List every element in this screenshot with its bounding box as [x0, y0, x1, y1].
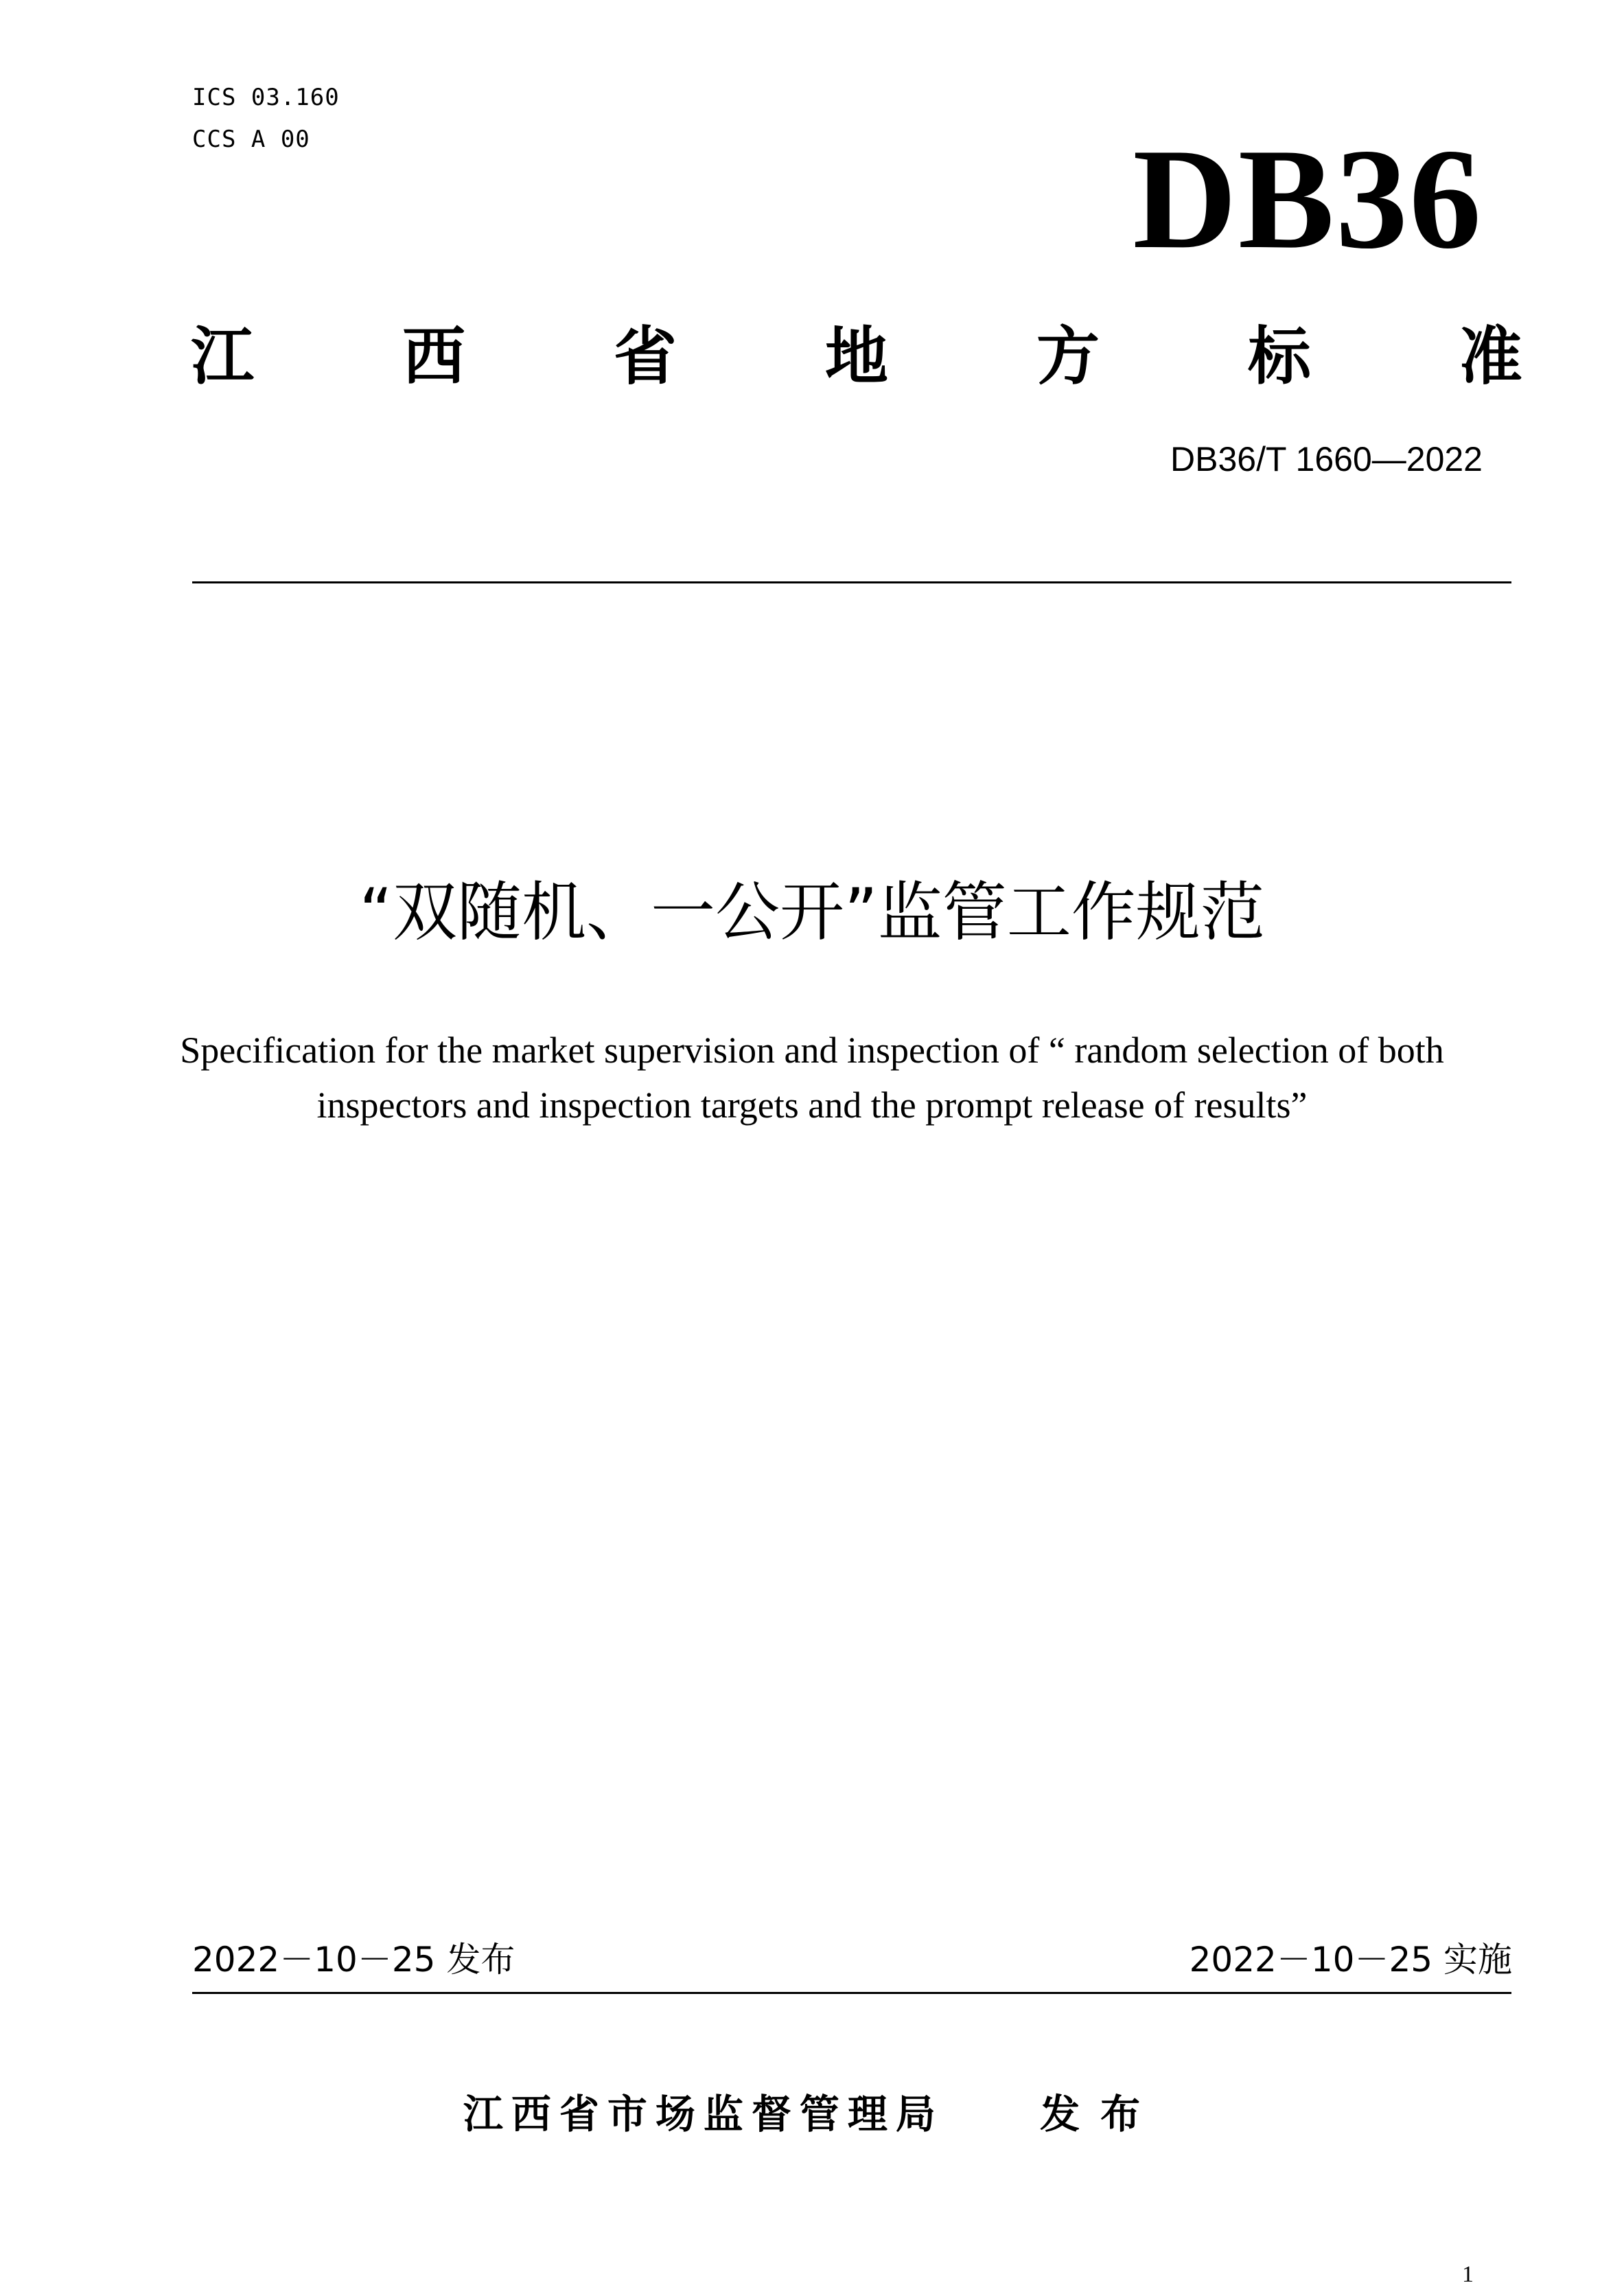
standard-type-heading	[191, 316, 1522, 398]
footer-divider	[192, 1992, 1511, 1994]
publisher-line	[0, 2090, 1624, 2138]
standard-type-char: 西	[402, 320, 465, 393]
title-en-line: Specification for the market supervision and inspection of “ random selection of both	[180, 1030, 1444, 1071]
ccs-code: CCS A 00	[192, 126, 310, 153]
header-divider	[192, 581, 1511, 583]
release-date: 2022－10－25 发布	[192, 1940, 515, 1980]
publisher-name: 江西省市场监督管理局	[463, 2091, 944, 2137]
page-number: 1	[1462, 2262, 1474, 2287]
implementation-date: 2022－10－25 实施	[1189, 1940, 1512, 1980]
title-en-line: inspectors and inspection targets and the prompt release of results”	[316, 1085, 1308, 1126]
standard-type-char: 省	[613, 320, 677, 393]
standard-type-char: 方	[1036, 320, 1100, 393]
standard-type-char: 标	[1247, 320, 1311, 393]
standard-type-char: 地	[824, 320, 888, 393]
standard-number: DB36/T 1660—2022	[1170, 440, 1483, 478]
standard-type-char: 准	[1459, 320, 1522, 393]
document-title-en	[124, 1023, 1500, 1133]
publish-label: 发布	[1040, 2091, 1161, 2137]
standard-type-char: 江	[191, 320, 255, 393]
db-mark: DB36	[1133, 119, 1483, 279]
document-title-zh: “双随机、一公开”监管工作规范	[359, 875, 1265, 950]
ics-code: ICS 03.160	[192, 84, 340, 111]
